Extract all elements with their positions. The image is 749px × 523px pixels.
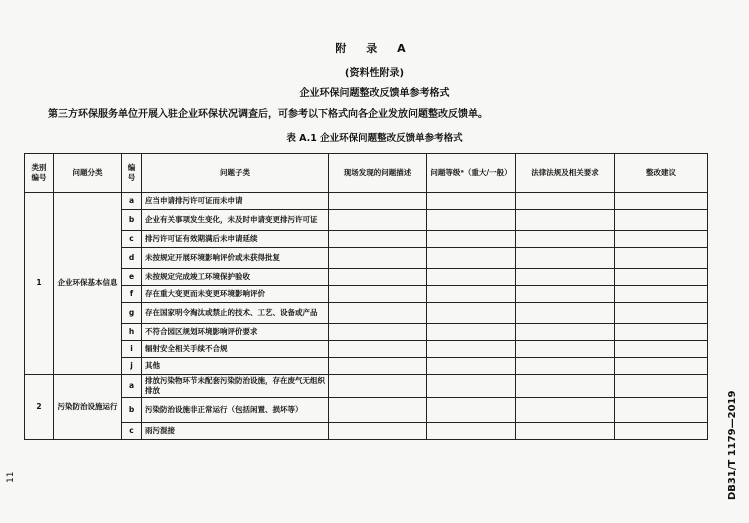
appendix-heading: 企业环保问题整改反馈单参考格式 xyxy=(299,88,450,99)
item-number-cell: j xyxy=(122,358,142,375)
law-cell[interactable] xyxy=(516,324,615,341)
description-cell[interactable] xyxy=(329,286,427,303)
advice-cell[interactable] xyxy=(615,358,708,375)
law-cell[interactable] xyxy=(516,193,615,210)
item-number-cell: e xyxy=(122,269,142,286)
category-number-cell: 2 xyxy=(25,375,54,440)
description-cell[interactable] xyxy=(329,248,427,269)
item-number-cell: h xyxy=(122,324,142,341)
advice-cell[interactable] xyxy=(615,248,708,269)
item-number-cell: a xyxy=(122,193,142,210)
advice-cell[interactable] xyxy=(615,210,708,231)
law-cell[interactable] xyxy=(516,341,615,358)
item-subcategory-cell: 存在重大变更而未变更环境影响评价 xyxy=(142,286,329,303)
item-subcategory-cell: 企业有关事项发生变化，未及时申请变更排污许可证 xyxy=(142,210,329,231)
header-no: 编号 xyxy=(122,154,142,193)
item-number-cell: a xyxy=(122,375,142,398)
header-cat-no: 类别编号 xyxy=(25,154,54,193)
description-cell[interactable] xyxy=(329,269,427,286)
table-header-row xyxy=(25,154,708,193)
advice-cell[interactable] xyxy=(615,286,708,303)
law-cell[interactable] xyxy=(516,286,615,303)
advice-cell[interactable] xyxy=(615,375,708,398)
category-number-cell: 1 xyxy=(25,193,54,375)
advice-cell[interactable] xyxy=(615,423,708,440)
law-cell[interactable] xyxy=(516,423,615,440)
page-number: 11 xyxy=(6,471,16,483)
header-law: 法律法规及相关要求 xyxy=(516,154,615,193)
header-level: 问题等级ᵃ（重大/一般） xyxy=(427,154,516,193)
item-subcategory-cell: 排放污染物环节未配套污染防治设施，存在废气无组织排放 xyxy=(142,375,329,398)
table-row xyxy=(25,248,708,269)
item-subcategory-cell: 应当申请排污许可证而未申请 xyxy=(142,193,329,210)
item-subcategory-cell: 未按规定完成竣工环境保护验收 xyxy=(142,269,329,286)
level-cell[interactable] xyxy=(427,375,516,398)
item-number-cell: c xyxy=(122,423,142,440)
level-cell[interactable] xyxy=(427,303,516,324)
table-row xyxy=(25,231,708,248)
description-cell[interactable] xyxy=(329,210,427,231)
law-cell[interactable] xyxy=(516,358,615,375)
description-cell[interactable] xyxy=(329,423,427,440)
item-subcategory-cell: 未按规定开展环境影响评价或未获得批复 xyxy=(142,248,329,269)
item-number-cell: f xyxy=(122,286,142,303)
level-cell[interactable] xyxy=(427,248,516,269)
table-row xyxy=(25,423,708,440)
level-cell[interactable] xyxy=(427,324,516,341)
item-number-cell: d xyxy=(122,248,142,269)
item-subcategory-cell: 其他 xyxy=(142,358,329,375)
table-row xyxy=(25,341,708,358)
law-cell[interactable] xyxy=(516,269,615,286)
category-name-cell: 企业环保基本信息 xyxy=(54,193,122,375)
item-number-cell: c xyxy=(122,231,142,248)
table-caption: 表 A.1 企业环保问题整改反馈单参考格式 xyxy=(286,133,463,144)
appendix-title: 附 录 A xyxy=(335,42,414,55)
item-subcategory-cell: 辐射安全相关手续不合规 xyxy=(142,341,329,358)
table-row xyxy=(25,324,708,341)
standard-code: DB31/T 1179—2019 xyxy=(727,390,738,500)
level-cell[interactable] xyxy=(427,341,516,358)
level-cell[interactable] xyxy=(427,210,516,231)
law-cell[interactable] xyxy=(516,231,615,248)
advice-cell[interactable] xyxy=(615,398,708,423)
law-cell[interactable] xyxy=(516,303,615,324)
item-subcategory-cell: 雨污混接 xyxy=(142,423,329,440)
law-cell[interactable] xyxy=(516,210,615,231)
advice-cell[interactable] xyxy=(615,341,708,358)
header-desc: 现场发现的问题描述 xyxy=(329,154,427,193)
law-cell[interactable] xyxy=(516,398,615,423)
description-cell[interactable] xyxy=(329,231,427,248)
table-row xyxy=(25,375,708,398)
advice-cell[interactable] xyxy=(615,193,708,210)
description-cell[interactable] xyxy=(329,324,427,341)
level-cell[interactable] xyxy=(427,423,516,440)
item-number-cell: b xyxy=(122,210,142,231)
description-cell[interactable] xyxy=(329,341,427,358)
advice-cell[interactable] xyxy=(615,303,708,324)
table-row xyxy=(25,286,708,303)
law-cell[interactable] xyxy=(516,375,615,398)
level-cell[interactable] xyxy=(427,231,516,248)
level-cell[interactable] xyxy=(427,398,516,423)
level-cell[interactable] xyxy=(427,358,516,375)
level-cell[interactable] xyxy=(427,269,516,286)
advice-cell[interactable] xyxy=(615,231,708,248)
description-cell[interactable] xyxy=(329,398,427,423)
law-cell[interactable] xyxy=(516,248,615,269)
table-row xyxy=(25,193,708,210)
table-body xyxy=(25,193,708,440)
table-row xyxy=(25,398,708,423)
table-row xyxy=(25,303,708,324)
item-number-cell: g xyxy=(122,303,142,324)
item-subcategory-cell: 污染防治设施非正常运行（包括闲置、损坏等） xyxy=(142,398,329,423)
level-cell[interactable] xyxy=(427,193,516,210)
category-name-cell: 污染防治设施运行 xyxy=(54,375,122,440)
appendix-subtitle: (资料性附录) xyxy=(344,68,405,79)
table-row xyxy=(25,269,708,286)
header-advice: 整改建议 xyxy=(615,154,708,193)
item-number-cell: b xyxy=(122,398,142,423)
table-row xyxy=(25,210,708,231)
item-subcategory-cell: 排污许可证有效期满后未申请延续 xyxy=(142,231,329,248)
item-number-cell: i xyxy=(122,341,142,358)
description-cell[interactable] xyxy=(329,375,427,398)
advice-cell[interactable] xyxy=(615,324,708,341)
level-cell[interactable] xyxy=(427,286,516,303)
table-row xyxy=(25,358,708,375)
header-item: 问题子类 xyxy=(142,154,329,193)
item-subcategory-cell: 存在国家明令淘汰或禁止的技术、工艺、设备或产品 xyxy=(142,303,329,324)
description-cell[interactable] xyxy=(329,358,427,375)
item-subcategory-cell: 不符合园区规划环境影响评价要求 xyxy=(142,324,329,341)
description-cell[interactable] xyxy=(329,303,427,324)
description-cell[interactable] xyxy=(329,193,427,210)
advice-cell[interactable] xyxy=(615,269,708,286)
feedback-table xyxy=(24,153,708,440)
header-category: 问题分类 xyxy=(54,154,122,193)
intro-paragraph: 第三方环保服务单位开展入驻企业环保状况调查后，可参考以下格式向各企业发放问题整改反馈单。 xyxy=(48,109,488,120)
